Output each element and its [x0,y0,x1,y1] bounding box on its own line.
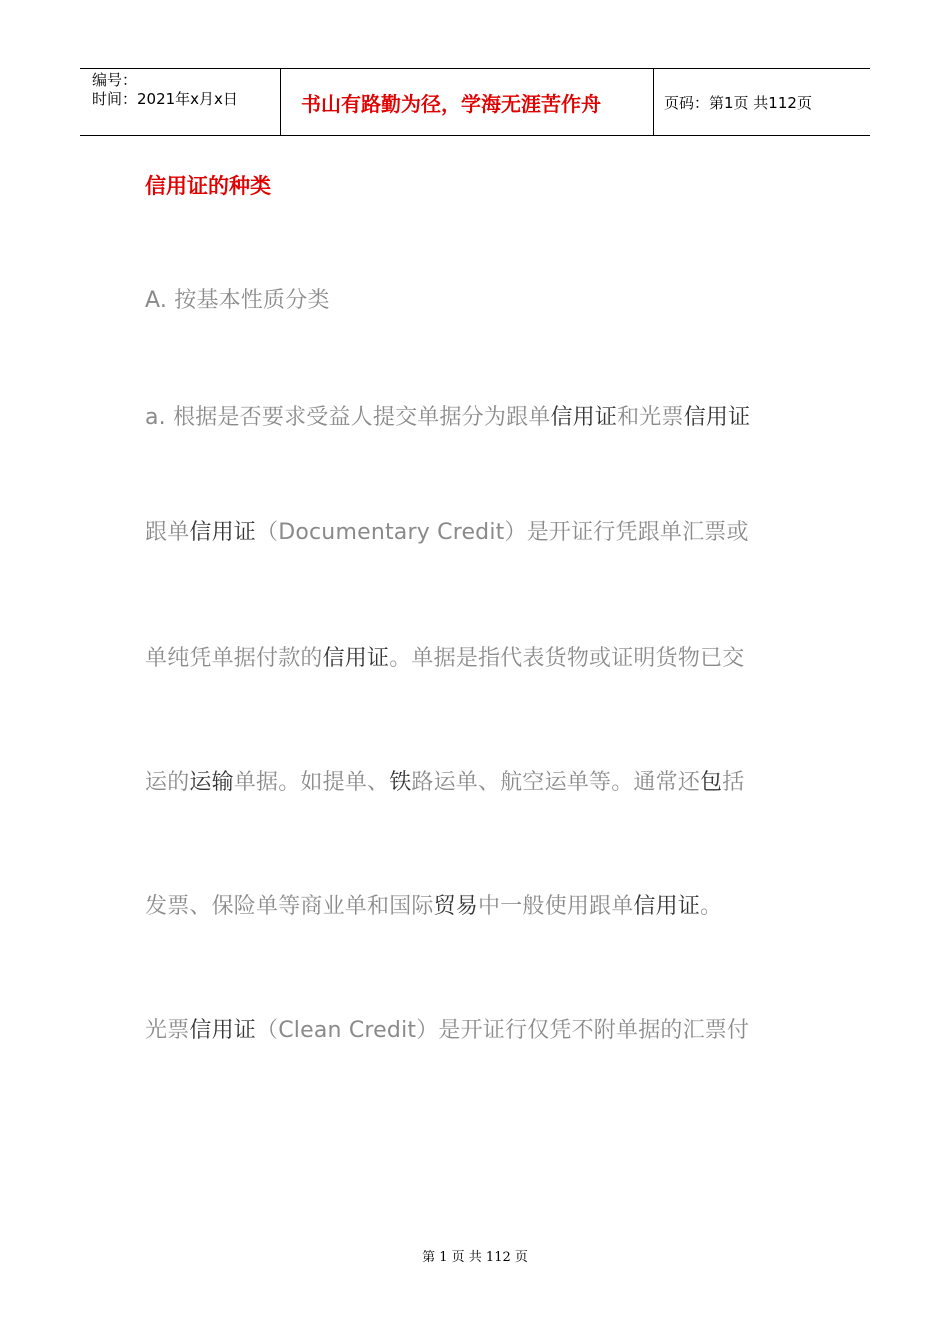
text-run: 括 [722,770,745,795]
text-run: （Clean Credit）是开证行仅凭不附单据的汇票付 [256,1018,750,1043]
text-run: 单据。如提单、 [233,770,390,795]
document-header [80,68,870,136]
time-label: 时间：2021年x月x日 [92,90,238,108]
text-run: 。单据是指代表货物或证明货物已交 [389,646,745,671]
paragraph-line [145,641,744,672]
text-run: 贸易 [433,894,479,919]
paragraph-line [145,515,749,546]
document-title: 信用证的种类 [145,174,271,198]
text-run: 信用证 [189,1018,257,1043]
text-run: 信用证 [550,405,618,430]
text-run: 信用证 [633,894,701,919]
text-run: 信用证 [683,405,751,430]
text-run: a. 根据是否要求受益人提交单据分为跟单 [145,405,551,430]
text-run: 。 [700,894,723,919]
header-meta [80,69,281,135]
text-run: 中一般使用跟单 [478,894,634,919]
paragraph-line [145,889,722,920]
text-run: 运的 [145,770,190,795]
text-run: 铁 [389,770,412,795]
text-run: 发票、保险单等商业单和国际 [145,894,434,919]
text-run: 信用证 [322,646,390,671]
section-heading: A. 按基本性质分类 [145,288,330,313]
text-run: （Documentary Credit）是开证行凭跟单汇票或 [256,520,749,545]
text-run: 和光票 [617,405,684,430]
text-run: 跟单 [145,520,190,545]
header-motto: 书山有路勤为径，学海无涯苦作舟 [281,69,654,135]
paragraph-line [145,1013,749,1044]
text-run: 包 [700,770,723,795]
text-run: 光票 [145,1018,190,1043]
header-page-info: 页码：第1页 共112页 [664,93,812,112]
text-run: 运输 [189,770,234,795]
paragraph-line [145,400,750,431]
paragraph-line [145,765,744,796]
page-footer: 第 1 页 共 112 页 [422,1250,528,1265]
text-run: 信用证 [189,520,257,545]
text-run: 路运单、航空运单等。通常还 [411,770,701,795]
text-run: 单纯凭单据付款的 [145,646,323,671]
number-label: 编号： [92,71,138,89]
